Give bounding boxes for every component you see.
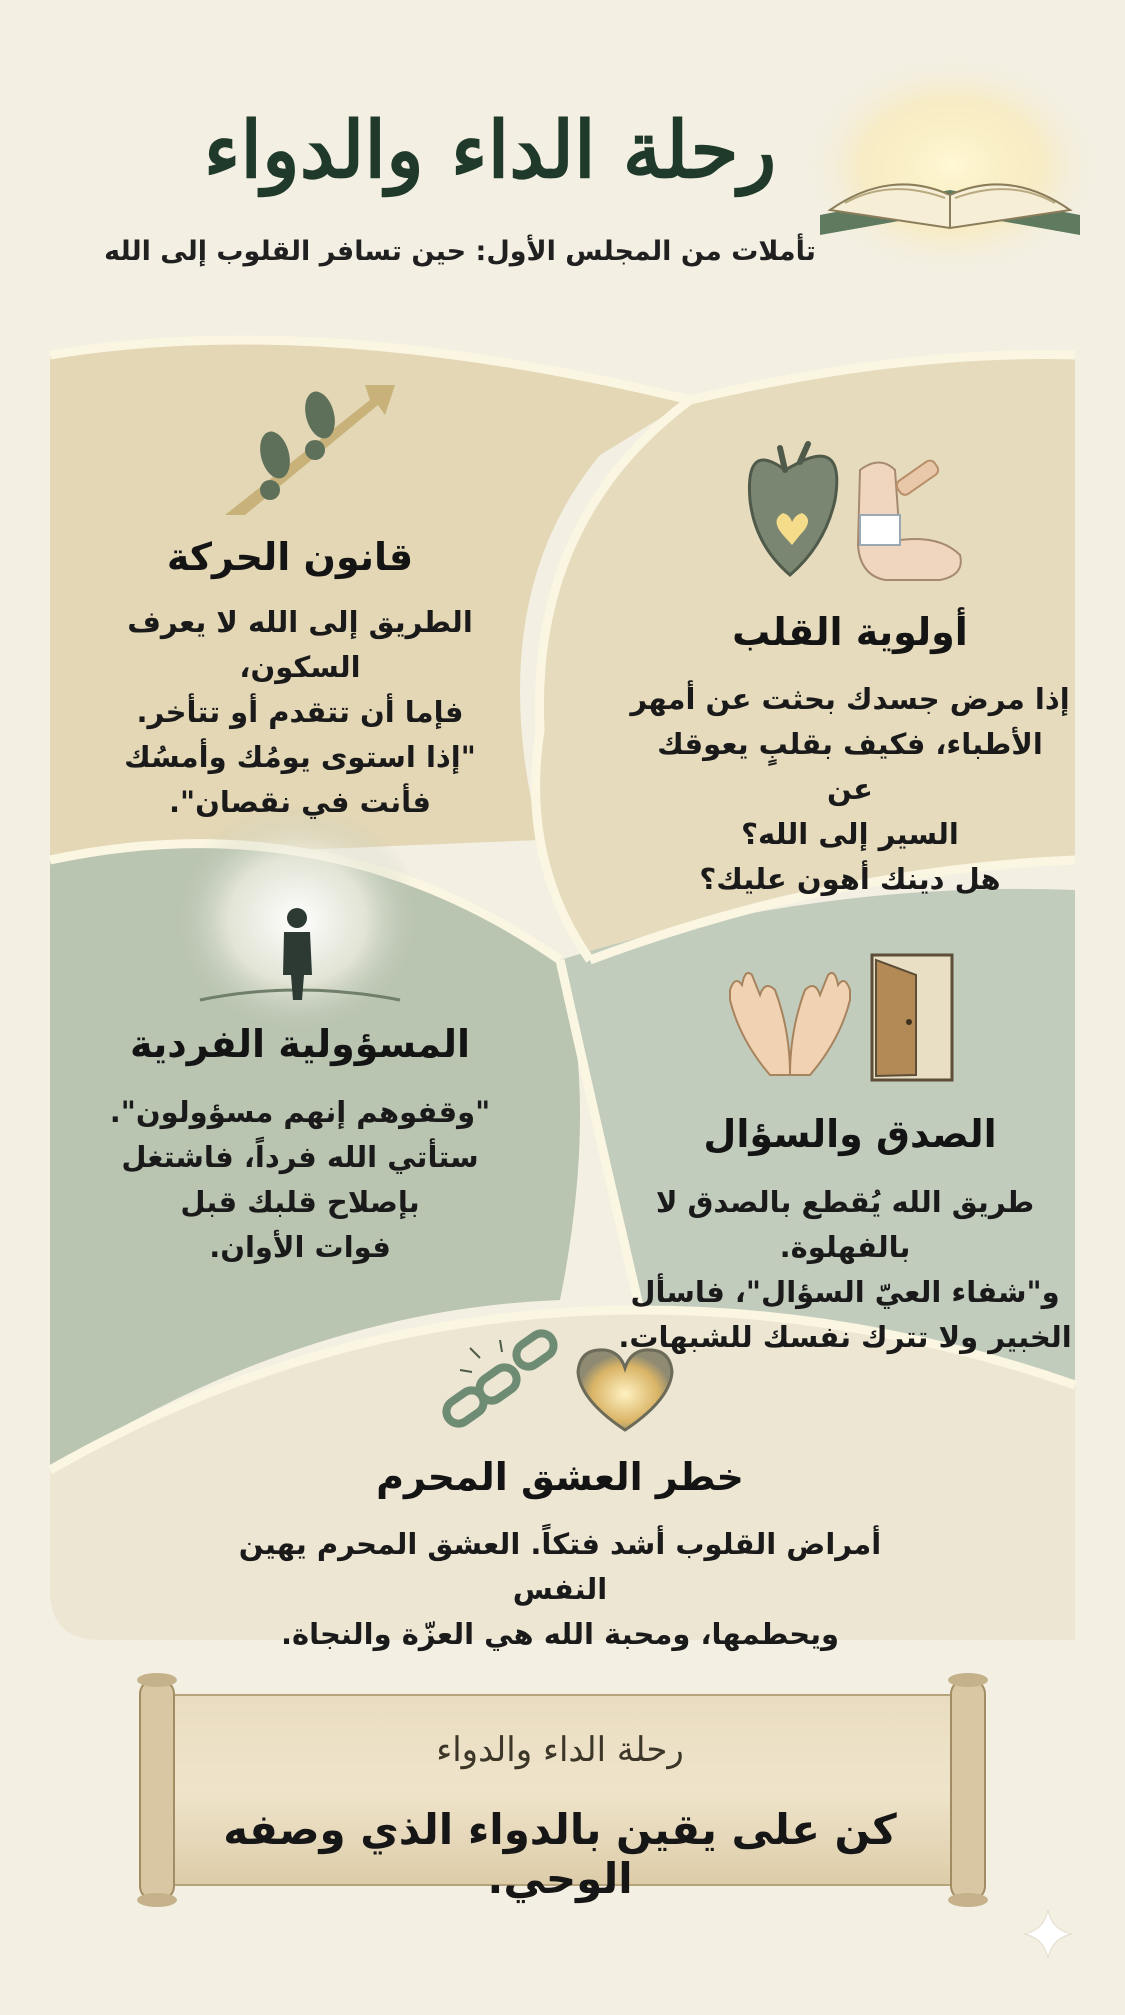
section-responsibility-body bbox=[100, 1090, 500, 1270]
person-light-icon bbox=[172, 805, 422, 1035]
section-heart-body bbox=[630, 677, 1070, 902]
section-love-heading: خطر العشق المحرم bbox=[376, 1455, 744, 1499]
body-line: بإصلاح قلبك قبل bbox=[180, 1185, 420, 1219]
body-line: الطريق إلى الله لا يعرف السكون، bbox=[127, 605, 473, 684]
body-line: "إذا استوى يومُك وأمسُك bbox=[124, 740, 476, 774]
scroll-small-title: رحلة الداء والدواء bbox=[436, 1730, 684, 1770]
section-heart-heading: أولوية القلب bbox=[732, 610, 968, 654]
body-line: ويحطمها، ومحبة الله هي العزّة والنجاة. bbox=[280, 1617, 840, 1651]
section-responsibility-heading: المسؤولية الفردية bbox=[129, 1022, 471, 1066]
scroll-main-message: كن على يقين بالدواء الذي وصفه الوحي. bbox=[223, 1805, 897, 1903]
body-line: السير إلى الله؟ bbox=[741, 817, 959, 851]
page-title: رحلة الداء والدواء bbox=[203, 105, 777, 196]
body-line: الخبير ولا تترك نفسك للشبهات. bbox=[618, 1320, 1072, 1354]
body-line: هل دينك أهون عليك؟ bbox=[699, 862, 1001, 896]
body-line: طريق الله يُقطع بالصدق لا بالفهلوة. bbox=[655, 1185, 1035, 1264]
body-line: الأطباء، فكيف بقلبٍ يعوقك عن bbox=[657, 727, 1043, 806]
body-line: فإما أن تتقدم أو تتأخر. bbox=[136, 695, 464, 729]
sparkle-icon bbox=[1024, 1910, 1072, 1958]
section-honesty-heading: الصدق والسؤال bbox=[703, 1112, 997, 1156]
body-line: أمراض القلوب أشد فتكاً. العشق المحرم يهين النفس bbox=[238, 1527, 882, 1606]
open-book-icon bbox=[802, 55, 1102, 275]
section-movement-body bbox=[80, 600, 520, 825]
body-line: فأنت في نقصان". bbox=[168, 785, 432, 819]
section-movement-heading: قانون الحركة bbox=[166, 535, 414, 579]
body-line: و"شفاء العيّ السؤال"، فاسأل bbox=[630, 1275, 1060, 1309]
section-honesty-body bbox=[600, 1180, 1090, 1360]
body-line: فوات الأوان. bbox=[209, 1230, 391, 1264]
page-subtitle: تأملات من المجلس الأول: حين تسافر القلوب إلى الله bbox=[104, 236, 816, 267]
section-love-body bbox=[190, 1522, 930, 1657]
body-line: إذا مرض جسدك بحثت عن أمهر bbox=[630, 682, 1070, 716]
body-line: "وقفوهم إنهم مسؤولون". bbox=[109, 1095, 491, 1129]
body-line: ستأتي الله فرداً، فاشتغل bbox=[121, 1140, 479, 1174]
